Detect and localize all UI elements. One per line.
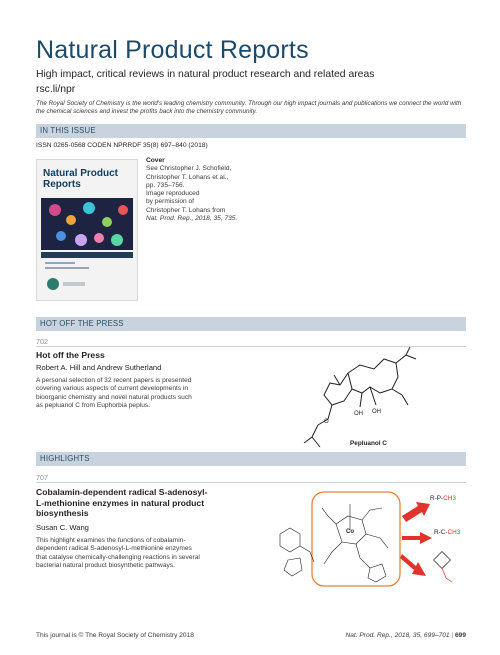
cover-line: by permission of bbox=[146, 198, 195, 206]
structure-caption: Pepluanol C bbox=[350, 440, 387, 447]
reaction-arrow-icon bbox=[400, 554, 426, 576]
cover-journal-name: Natural Product Reports bbox=[43, 168, 119, 190]
adenine-ring bbox=[280, 528, 300, 552]
product-label-2: R-C-CH3 bbox=[434, 529, 461, 536]
article-page-number: 707 bbox=[36, 473, 48, 482]
cover-image[interactable] bbox=[36, 159, 138, 301]
structure-bond bbox=[406, 355, 416, 359]
cover-art-icon bbox=[37, 160, 137, 300]
footer-page-number: 699 bbox=[454, 632, 466, 639]
article-abstract bbox=[36, 377, 192, 410]
title-line: biosynthesis bbox=[36, 508, 89, 518]
article-title[interactable] bbox=[36, 487, 207, 519]
structure-bond bbox=[362, 508, 382, 520]
journal-tagline: High impact, critical reviews in natural product research and related areas bbox=[36, 69, 375, 80]
abstract-line: This highlight examines the functions of cobalamin- bbox=[36, 537, 186, 544]
cobalt-label: Co bbox=[346, 529, 354, 535]
structure-bond bbox=[304, 425, 318, 443]
cover-line: Christopher T. Lohans from bbox=[146, 206, 226, 214]
structure-ring-bond bbox=[348, 359, 398, 393]
cover-line: Image reproduced bbox=[146, 190, 200, 198]
oxetane-product bbox=[434, 552, 452, 582]
benzimidazole-ring bbox=[368, 564, 386, 582]
cobalamin-figure bbox=[270, 486, 466, 596]
article-abstract bbox=[36, 537, 200, 570]
product-label-1: R-P-CH3 bbox=[430, 495, 456, 502]
oh-label: OH bbox=[354, 411, 363, 417]
pepluanol-c-structure bbox=[300, 345, 430, 455]
svg-text:O: O bbox=[324, 419, 329, 425]
cover-description bbox=[146, 157, 256, 223]
journal-title: Natural Product Reports bbox=[36, 36, 309, 64]
abstract-line: covering various aspects of current developments in bbox=[36, 385, 189, 393]
title-line: L-methionine enzymes in natural product bbox=[36, 497, 205, 508]
article-authors: Robert A. Hill and Andrew Sutherland bbox=[36, 363, 162, 372]
article-title[interactable]: Hot off the Press bbox=[36, 350, 105, 360]
section-bar-hot-off-the-press bbox=[36, 317, 466, 331]
structure-bond bbox=[356, 544, 370, 568]
ribose-ring bbox=[284, 558, 302, 576]
abstract-line: A personal selection of 32 recent papers is presented bbox=[36, 377, 192, 384]
cover-line: Christopher T. Lohans et al., bbox=[146, 173, 229, 181]
structure-bond bbox=[392, 389, 408, 405]
title-line: Cobalamin-dependent radical S-adenosyl- bbox=[36, 487, 208, 497]
abstract-line: that catalyse chemically-challenging reactions in several bbox=[36, 553, 200, 561]
abstract-line: as pepluanol C from Euphorbia peplus. bbox=[36, 401, 150, 409]
article-authors: Susan C. Wang bbox=[36, 523, 89, 532]
structure-ring-bond bbox=[324, 373, 352, 405]
structure-bond bbox=[366, 534, 388, 548]
cover-label: Cover bbox=[146, 157, 165, 164]
structure-bond bbox=[324, 542, 342, 564]
cover-line: Nat. Prod. Rep., 2018, 35, 735. bbox=[146, 215, 238, 223]
article-divider bbox=[36, 482, 466, 483]
reaction-arrow-icon bbox=[402, 532, 432, 544]
structure-bond bbox=[396, 347, 410, 363]
publisher-intro: The Royal Society of Chemistry is the world's leading chemistry community. Through our high impact journals and publications we connect the world with the chemical sciences and invest the profits back into the chemistry community. bbox=[36, 100, 462, 115]
section-label: HIGHLIGHTS bbox=[40, 454, 90, 463]
footer-citation-ref: Nat. Prod. Rep., 2018, 35, 699–701 bbox=[345, 632, 450, 639]
abstract-line: bacterial natural product biosynthetic pathways. bbox=[36, 561, 175, 569]
structure-bond bbox=[322, 508, 336, 524]
section-bar-in-this-issue bbox=[36, 124, 466, 138]
abstract-line: dependent radical S-adenosyl-L-methionine enzymes bbox=[36, 545, 192, 553]
issn-line: ISSN 0265-0568 CODEN NPRRDF 35(8) 697–840 (2018) bbox=[36, 142, 208, 149]
cover-line: pp. 735–756. bbox=[146, 181, 185, 189]
article-page-number: 702 bbox=[36, 337, 48, 346]
structure-bond bbox=[312, 437, 320, 447]
oh-label: OH bbox=[372, 409, 381, 415]
section-label: HOT OFF THE PRESS bbox=[40, 319, 124, 328]
footer-copyright: This journal is © The Royal Society of Chemistry 2018 bbox=[36, 632, 194, 639]
footer-citation: Nat. Prod. Rep., 2018, 35, 699–701 | 699 bbox=[345, 632, 466, 639]
cover-line: See Christopher J. Schofield, bbox=[146, 165, 232, 173]
abstract-line: bioorganic chemistry and novel natural products such bbox=[36, 393, 192, 401]
section-bar-highlights bbox=[36, 452, 466, 466]
enzyme-outline bbox=[312, 492, 400, 586]
structure-bond bbox=[360, 393, 362, 407]
journal-url[interactable]: rsc.li/npr bbox=[36, 84, 76, 95]
section-label: IN THIS ISSUE bbox=[40, 126, 96, 135]
reaction-arrow-icon bbox=[402, 502, 430, 522]
